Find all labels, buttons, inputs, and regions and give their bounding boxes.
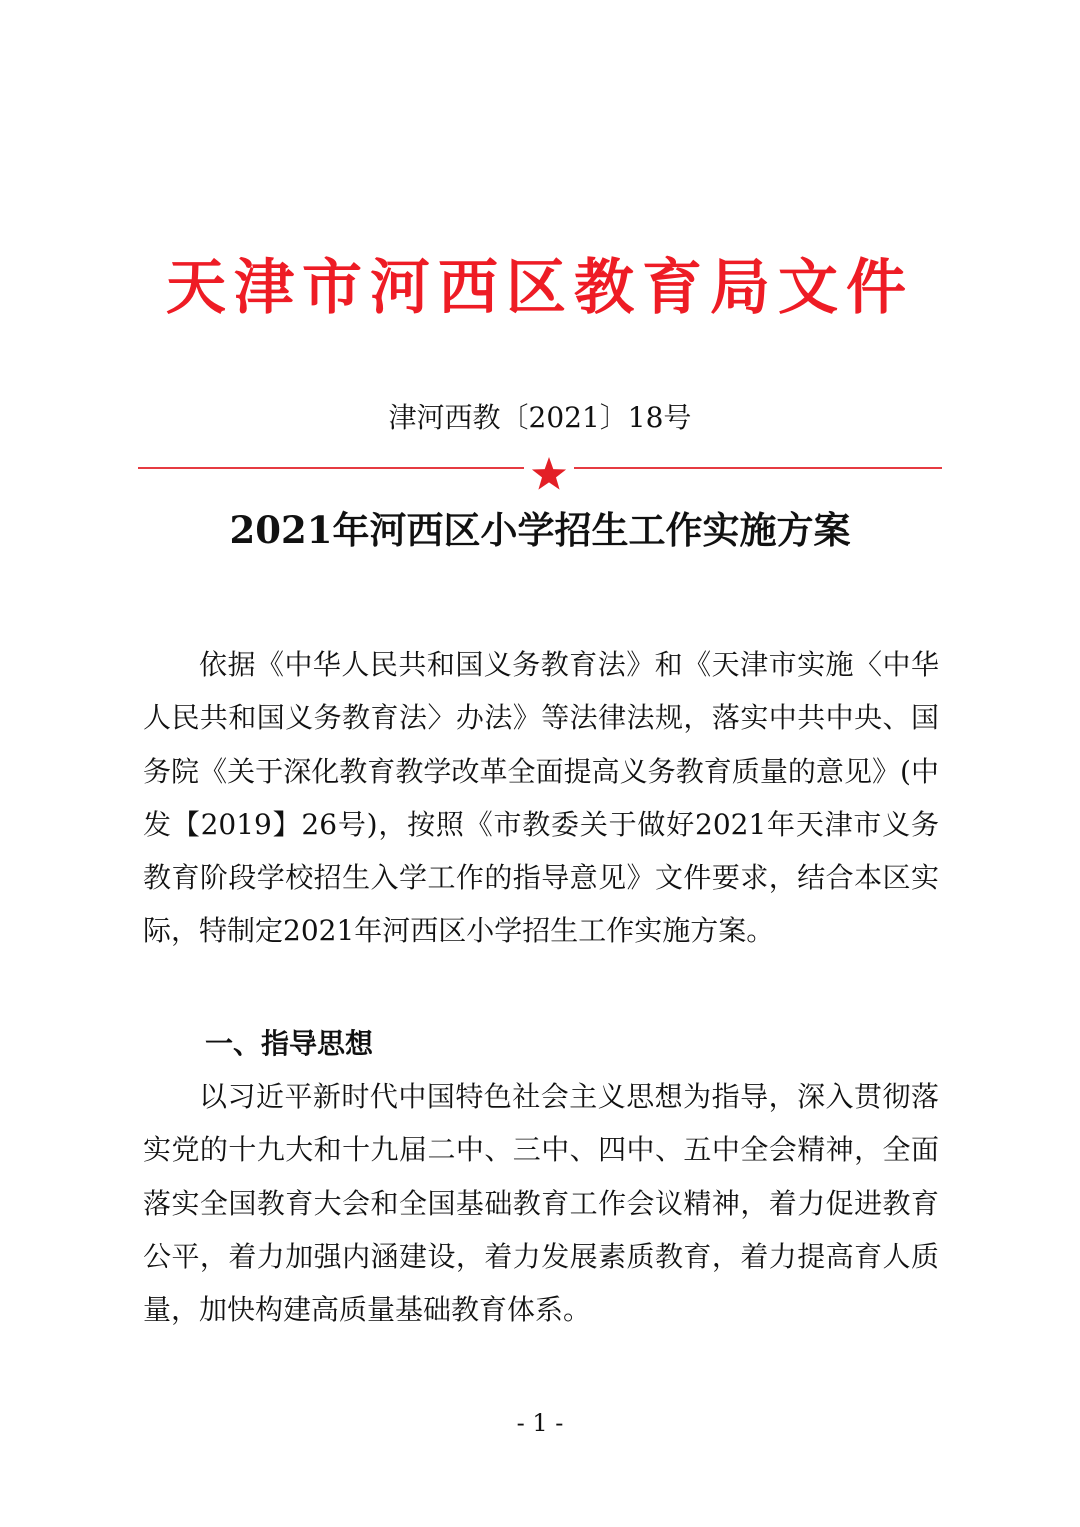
guiding-ideology-paragraph: 以习近平新时代中国特色社会主义思想为指导，深入贯彻落实党的十九大和十九届二中、三中、四中、五中全会精神，全面落实全国教育大会和全国基础教育工作会议精神，着力促进教育公平，着力加强内涵建设，着力发展素质教育，着力提高育人质量，加快构建高质量基础教育体系。 <box>143 1080 939 1327</box>
document-number: 津河西教〔2021〕18号 <box>388 401 692 434</box>
page-number: - 1 - <box>516 1409 564 1437</box>
document-title: 2021年河西区小学招生工作实施方案 <box>229 508 851 552</box>
star-icon <box>532 457 566 490</box>
section-heading-guiding-ideology: 一、指导思想 <box>205 1027 374 1060</box>
red-divider <box>138 455 942 495</box>
issuer-title: 天津市河西区教育局文件 <box>166 253 914 323</box>
intro-paragraph: 依据《中华人民共和国义务教育法》和《天津市实施〈中华人民共和国义务教育法〉办法》等法律法规，落实中共中央、国务院《关于深化教育教学改革全面提高义务教育质量的意见》(中发【2019】26号)，按照《市教委关于做好2021年天津市义务教育阶段学校招生入学工作的指导意见》文件要求，结合本区实际，特制定2021年河西区小学招生工作实施方案。 <box>143 648 939 948</box>
